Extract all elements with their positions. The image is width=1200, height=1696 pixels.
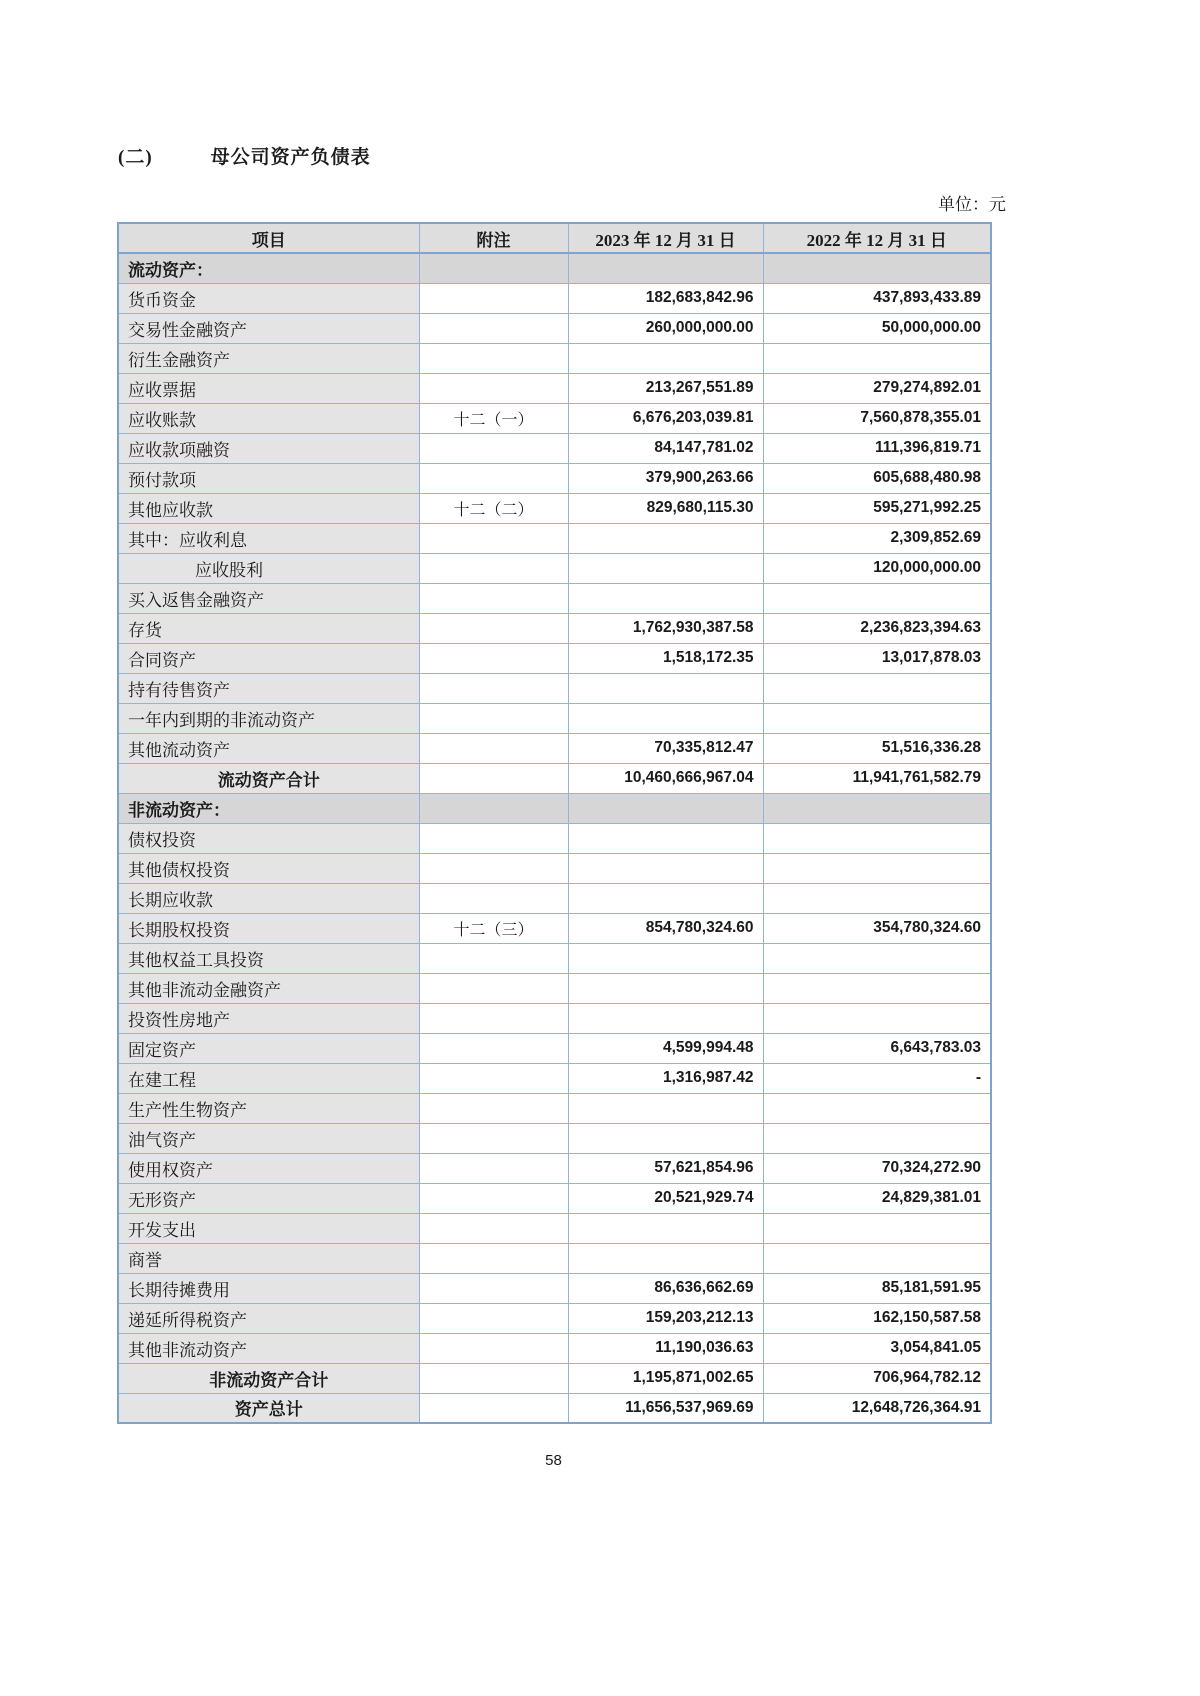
note-cell (419, 973, 568, 1003)
note-cell (419, 553, 568, 583)
value-2022-cell: 354,780,324.60 (763, 913, 991, 943)
value-2022-cell: 85,181,591.95 (763, 1273, 991, 1303)
item-cell: 流动资产： (118, 253, 419, 283)
value-2023-cell (568, 1243, 763, 1273)
value-2023-cell: 1,316,987.42 (568, 1063, 763, 1093)
item-cell: 商誉 (118, 1243, 419, 1273)
item-cell: 合同资产 (118, 643, 419, 673)
item-cell: 应收票据 (118, 373, 419, 403)
value-2023-cell: 4,599,994.48 (568, 1033, 763, 1063)
item-cell: 一年内到期的非流动资产 (118, 703, 419, 733)
value-2022-cell (763, 943, 991, 973)
note-cell (419, 613, 568, 643)
section-number: (二) (118, 147, 153, 168)
value-2023-cell (568, 793, 763, 823)
value-2022-cell (763, 1213, 991, 1243)
value-2023-cell: 1,518,172.35 (568, 643, 763, 673)
note-cell (419, 1303, 568, 1333)
value-2022-cell (763, 673, 991, 703)
value-2022-cell: 51,516,336.28 (763, 733, 991, 763)
value-2022-cell: 162,150,587.58 (763, 1303, 991, 1333)
table-row (118, 373, 991, 403)
value-2022-cell (763, 973, 991, 1003)
note-cell: 十二（三） (419, 913, 568, 943)
note-cell (419, 793, 568, 823)
value-2022-cell: 111,396,819.71 (763, 433, 991, 463)
table-row (118, 313, 991, 343)
value-2023-cell: 260,000,000.00 (568, 313, 763, 343)
note-cell (419, 433, 568, 463)
item-cell: 长期股权投资 (118, 913, 419, 943)
value-2022-cell (763, 253, 991, 283)
note-cell (419, 1243, 568, 1273)
value-2022-cell (763, 703, 991, 733)
value-2023-cell: 86,636,662.69 (568, 1273, 763, 1303)
table-row (118, 523, 991, 553)
value-2023-cell (568, 1093, 763, 1123)
value-2022-cell (763, 583, 991, 613)
item-cell: 生产性生物资产 (118, 1093, 419, 1123)
table-row (118, 1063, 991, 1093)
value-2023-cell (568, 553, 763, 583)
value-2023-cell: 70,335,812.47 (568, 733, 763, 763)
table-row (118, 1003, 991, 1033)
note-cell (419, 643, 568, 673)
note-cell (419, 463, 568, 493)
item-cell: 其他应收款 (118, 493, 419, 523)
note-cell (419, 1273, 568, 1303)
table-row (118, 613, 991, 643)
table-row (118, 1213, 991, 1243)
note-cell (419, 1153, 568, 1183)
value-2023-cell: 829,680,115.30 (568, 493, 763, 523)
value-2023-cell (568, 673, 763, 703)
title-text: 母公司资产负债表 (210, 147, 371, 168)
note-cell: 十二（二） (419, 493, 568, 523)
value-2023-cell: 379,900,263.66 (568, 463, 763, 493)
table-row (118, 643, 991, 673)
item-cell: 长期应收款 (118, 883, 419, 913)
table-row (118, 853, 991, 883)
note-cell (419, 883, 568, 913)
item-cell: 应收款项融资 (118, 433, 419, 463)
item-cell: 其他权益工具投资 (118, 943, 419, 973)
table-row (118, 493, 991, 523)
value-2023-cell (568, 1213, 763, 1243)
value-2022-cell (763, 793, 991, 823)
value-2022-cell: 3,054,841.05 (763, 1333, 991, 1363)
value-2023-cell (568, 853, 763, 883)
table-row (118, 1243, 991, 1273)
item-cell: 递延所得税资产 (118, 1303, 419, 1333)
value-2022-cell: 2,236,823,394.63 (763, 613, 991, 643)
item-cell: 其他流动资产 (118, 733, 419, 763)
page-title (118, 142, 371, 169)
note-cell (419, 583, 568, 613)
note-cell (419, 853, 568, 883)
value-2023-cell (568, 253, 763, 283)
item-cell: 资产总计 (118, 1393, 419, 1423)
value-2022-cell: 120,000,000.00 (763, 553, 991, 583)
col-header-note: 附注 (419, 223, 568, 253)
value-2022-cell (763, 853, 991, 883)
value-2022-cell: 7,560,878,355.01 (763, 403, 991, 433)
value-2022-cell: 70,324,272.90 (763, 1153, 991, 1183)
value-2023-cell: 854,780,324.60 (568, 913, 763, 943)
value-2023-cell (568, 343, 763, 373)
value-2023-cell (568, 523, 763, 553)
item-cell: 货币资金 (118, 283, 419, 313)
value-2022-cell (763, 343, 991, 373)
value-2023-cell: 84,147,781.02 (568, 433, 763, 463)
value-2023-cell (568, 973, 763, 1003)
table-row (118, 553, 991, 583)
item-cell: 使用权资产 (118, 1153, 419, 1183)
item-cell: 存货 (118, 613, 419, 643)
table-row (118, 1183, 991, 1213)
note-cell (419, 673, 568, 703)
item-cell: 其他非流动金融资产 (118, 973, 419, 1003)
page-number: 58 (545, 1452, 562, 1469)
item-cell: 应收股利 (118, 553, 419, 583)
value-2022-cell: 12,648,726,364.91 (763, 1393, 991, 1423)
item-cell: 投资性房地产 (118, 1003, 419, 1033)
note-cell (419, 1333, 568, 1363)
value-2023-cell (568, 1003, 763, 1033)
note-cell (419, 1003, 568, 1033)
item-cell: 其中：应收利息 (118, 523, 419, 553)
note-cell (419, 703, 568, 733)
value-2022-cell: 2,309,852.69 (763, 523, 991, 553)
item-cell: 在建工程 (118, 1063, 419, 1093)
item-cell: 应收账款 (118, 403, 419, 433)
value-2022-cell (763, 1243, 991, 1273)
col-header-item: 项目 (118, 223, 419, 253)
item-cell: 流动资产合计 (118, 763, 419, 793)
note-cell (419, 1123, 568, 1153)
value-2023-cell (568, 703, 763, 733)
note-cell (419, 943, 568, 973)
col-header-2022: 2022 年 12 月 31 日 (763, 223, 991, 253)
note-cell (419, 1393, 568, 1423)
unit-label: 单位：元 (938, 195, 1006, 214)
table-row (118, 673, 991, 703)
value-2022-cell: 11,941,761,582.79 (763, 763, 991, 793)
table-row (118, 793, 991, 823)
table-row (118, 823, 991, 853)
value-2022-cell (763, 823, 991, 853)
value-2023-cell (568, 883, 763, 913)
item-cell: 债权投资 (118, 823, 419, 853)
value-2022-cell: 605,688,480.98 (763, 463, 991, 493)
item-cell: 非流动资产： (118, 793, 419, 823)
note-cell (419, 523, 568, 553)
value-2022-cell: 6,643,783.03 (763, 1033, 991, 1063)
note-cell (419, 763, 568, 793)
item-cell: 其他债权投资 (118, 853, 419, 883)
value-2023-cell: 57,621,854.96 (568, 1153, 763, 1183)
item-cell: 买入返售金融资产 (118, 583, 419, 613)
table-row (118, 433, 991, 463)
table-header-row (118, 223, 991, 253)
note-cell (419, 1213, 568, 1243)
item-cell: 持有待售资产 (118, 673, 419, 703)
value-2023-cell: 11,656,537,969.69 (568, 1393, 763, 1423)
note-cell (419, 313, 568, 343)
table-row (118, 1033, 991, 1063)
table-row (118, 1303, 991, 1333)
table-row (118, 253, 991, 283)
value-2022-cell: 279,274,892.01 (763, 373, 991, 403)
value-2023-cell: 1,762,930,387.58 (568, 613, 763, 643)
note-cell (419, 823, 568, 853)
value-2023-cell: 11,190,036.63 (568, 1333, 763, 1363)
value-2023-cell (568, 583, 763, 613)
table-row (118, 913, 991, 943)
note-cell (419, 373, 568, 403)
value-2023-cell: 20,521,929.74 (568, 1183, 763, 1213)
table-row (118, 283, 991, 313)
col-header-2023: 2023 年 12 月 31 日 (568, 223, 763, 253)
item-cell: 交易性金融资产 (118, 313, 419, 343)
value-2022-cell: 595,271,992.25 (763, 493, 991, 523)
item-cell: 开发支出 (118, 1213, 419, 1243)
table-row (118, 1393, 991, 1423)
table-row (118, 703, 991, 733)
item-cell: 无形资产 (118, 1183, 419, 1213)
note-cell (419, 1063, 568, 1093)
table-row (118, 1273, 991, 1303)
table-row (118, 733, 991, 763)
note-cell (419, 733, 568, 763)
table-row (118, 973, 991, 1003)
table-row (118, 1153, 991, 1183)
table-row (118, 883, 991, 913)
item-cell: 油气资产 (118, 1123, 419, 1153)
note-cell (419, 253, 568, 283)
value-2022-cell: 437,893,433.89 (763, 283, 991, 313)
note-cell (419, 1033, 568, 1063)
note-cell: 十二（一） (419, 403, 568, 433)
table-row (118, 583, 991, 613)
item-cell: 长期待摊费用 (118, 1273, 419, 1303)
note-cell (419, 1183, 568, 1213)
value-2023-cell (568, 1123, 763, 1153)
item-cell: 预付款项 (118, 463, 419, 493)
note-cell (419, 1093, 568, 1123)
table-row (118, 463, 991, 493)
table-row (118, 763, 991, 793)
table-row (118, 1093, 991, 1123)
item-cell: 固定资产 (118, 1033, 419, 1063)
value-2022-cell: 24,829,381.01 (763, 1183, 991, 1213)
item-cell: 衍生金融资产 (118, 343, 419, 373)
value-2023-cell (568, 823, 763, 853)
balance-sheet-table (117, 222, 992, 1424)
item-cell: 非流动资产合计 (118, 1363, 419, 1393)
table-row (118, 943, 991, 973)
value-2022-cell (763, 1123, 991, 1153)
value-2023-cell (568, 943, 763, 973)
table-row (118, 343, 991, 373)
value-2023-cell: 6,676,203,039.81 (568, 403, 763, 433)
note-cell (419, 343, 568, 373)
table-row (118, 403, 991, 433)
value-2023-cell: 1,195,871,002.65 (568, 1363, 763, 1393)
value-2022-cell: 13,017,878.03 (763, 643, 991, 673)
value-2022-cell (763, 1003, 991, 1033)
value-2023-cell: 182,683,842.96 (568, 283, 763, 313)
value-2022-cell (763, 883, 991, 913)
table-row (118, 1333, 991, 1363)
table-row (118, 1363, 991, 1393)
note-cell (419, 1363, 568, 1393)
table-row (118, 1123, 991, 1153)
value-2022-cell (763, 1093, 991, 1123)
value-2023-cell: 159,203,212.13 (568, 1303, 763, 1333)
value-2022-cell: 50,000,000.00 (763, 313, 991, 343)
item-cell: 其他非流动资产 (118, 1333, 419, 1363)
value-2023-cell: 213,267,551.89 (568, 373, 763, 403)
note-cell (419, 283, 568, 313)
value-2022-cell: 706,964,782.12 (763, 1363, 991, 1393)
value-2022-cell: - (763, 1063, 991, 1093)
value-2023-cell: 10,460,666,967.04 (568, 763, 763, 793)
